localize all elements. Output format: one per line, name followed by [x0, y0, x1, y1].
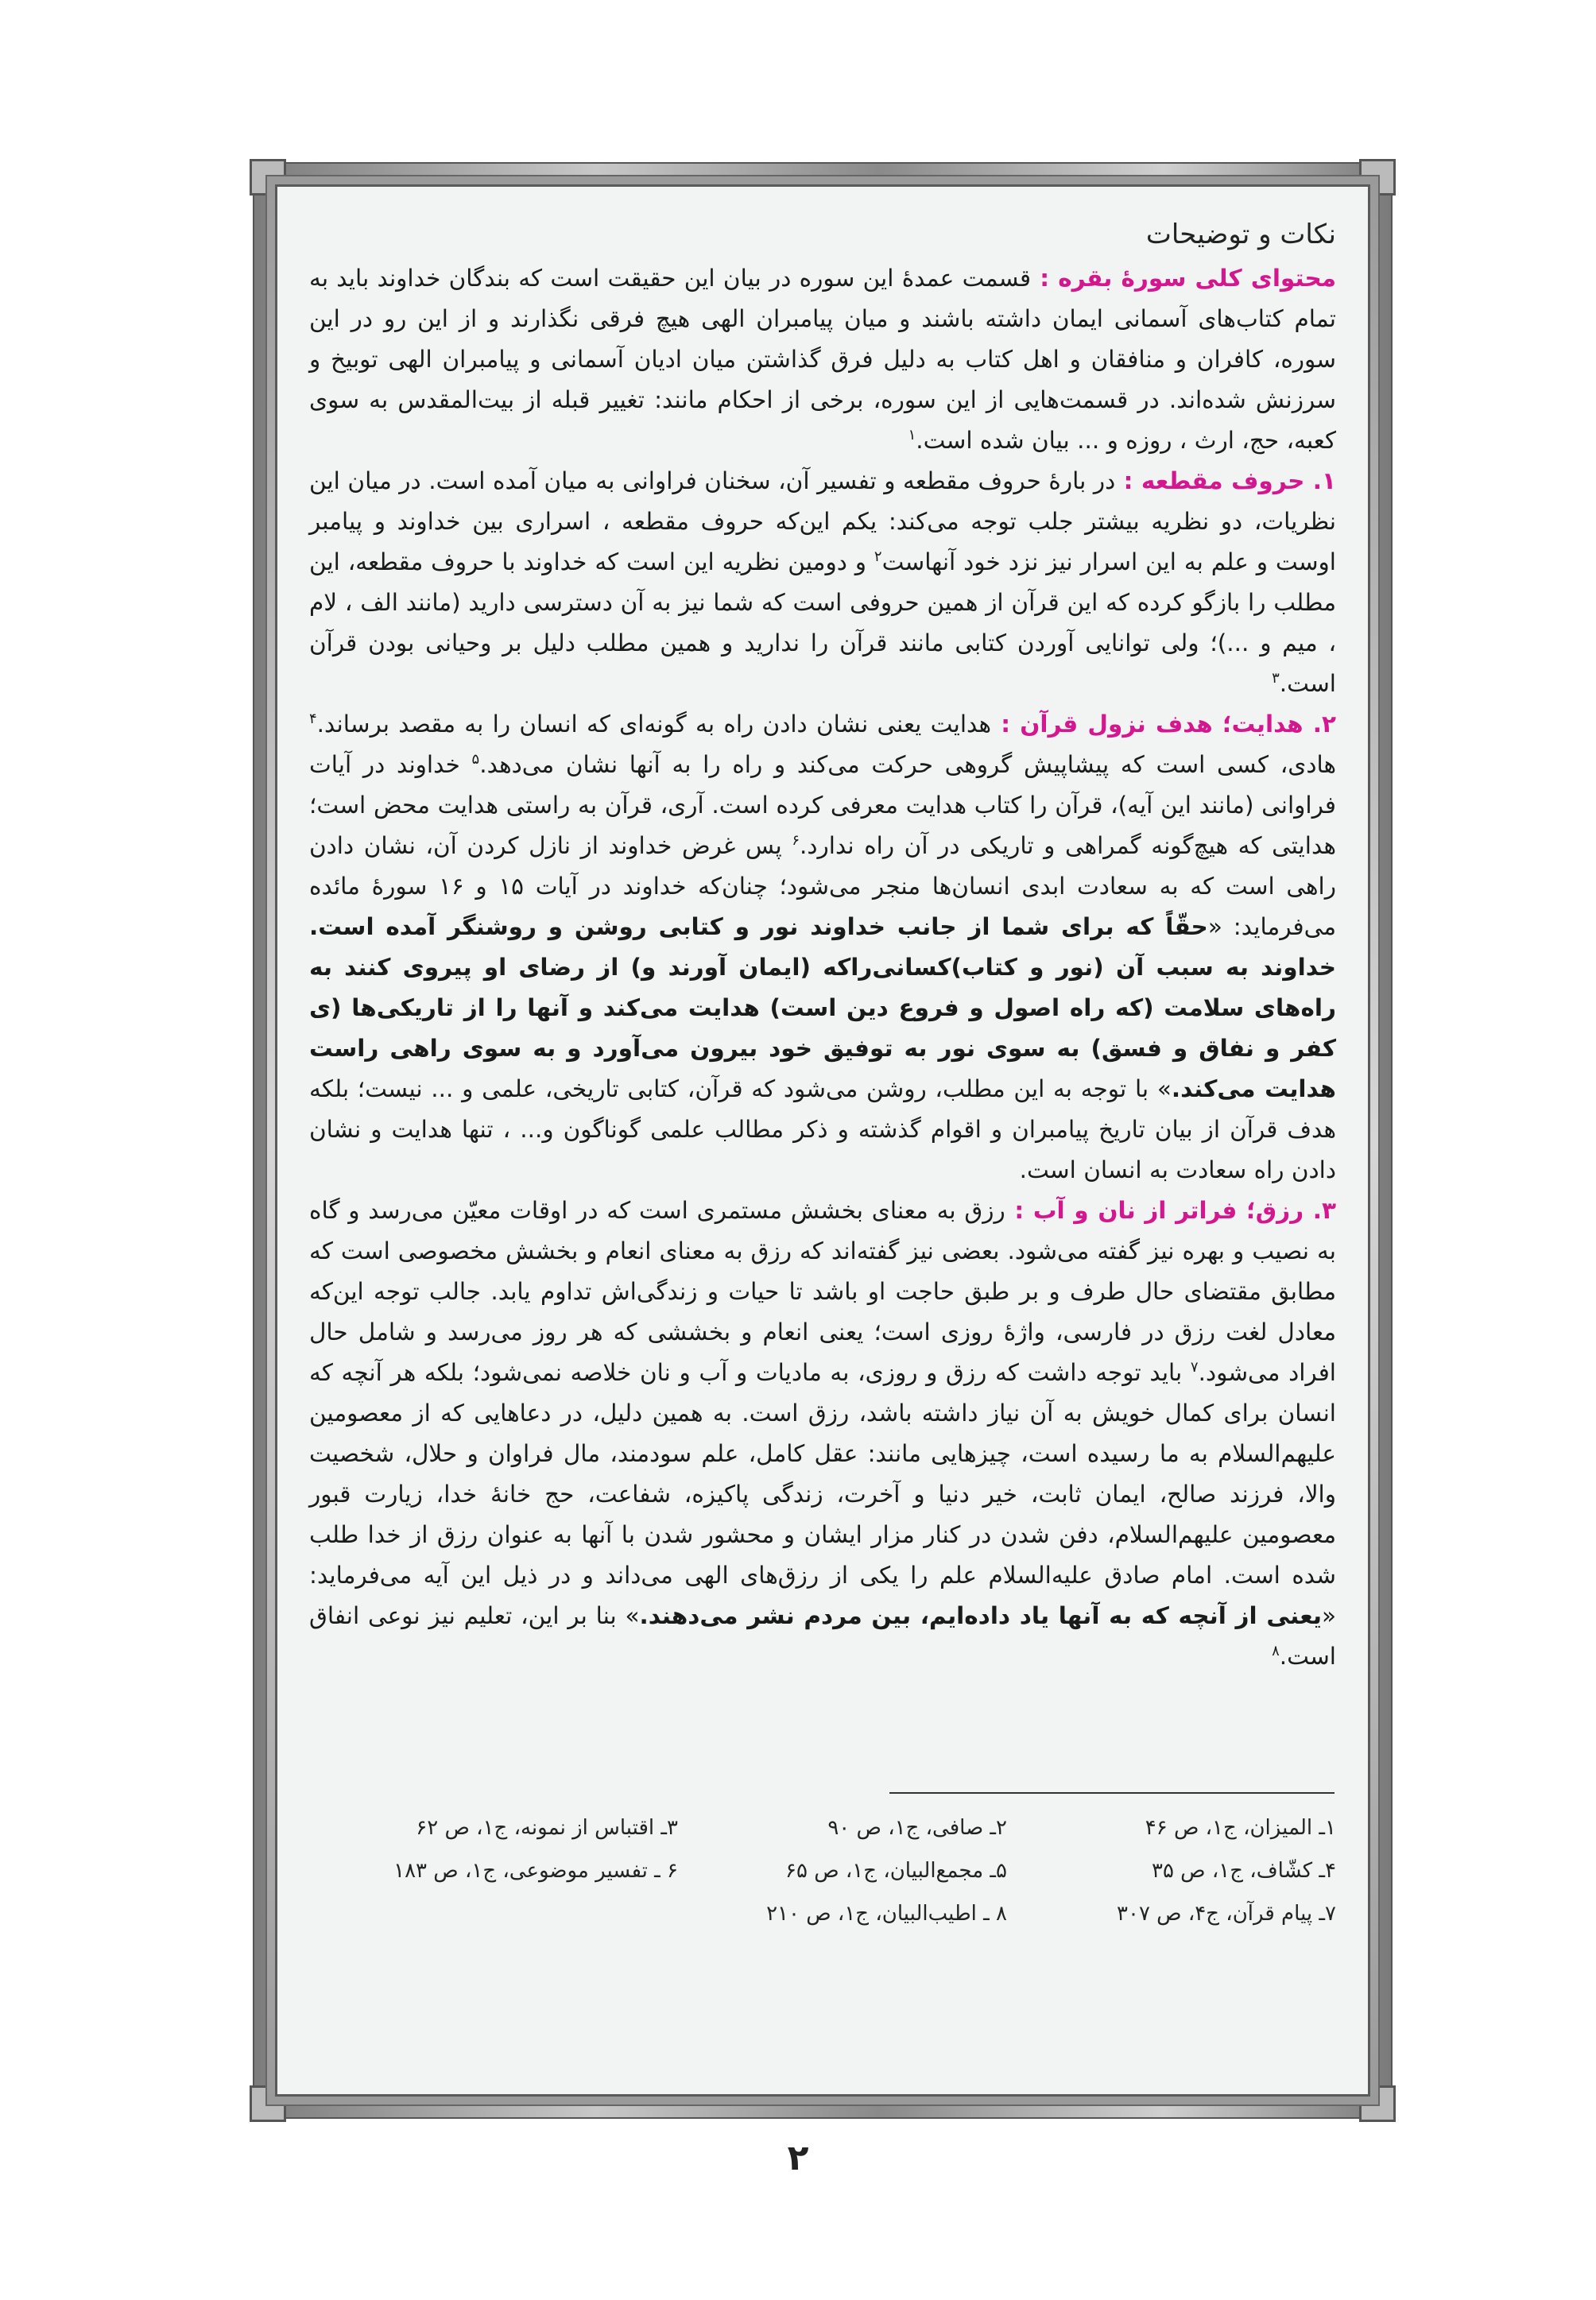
footnote-item: ۸ ـ اطیب‌البیان، ج۱، ص ۲۱۰ — [766, 1902, 1007, 1926]
paragraph-text: خداوند در آیات فراوانی (مانند این آیه)، قرآن را کتاب هدایت معرفی کرده است. آری، قرآن به راستی هدایت محض است؛ هدایتی که هیچ‌گونه گمراهی و تاریکی در آن راه ندارد. — [309, 751, 1337, 859]
paragraph-text: هدایت یعنی نشان دادن راه به گونه‌ای که انسان را به مقصد برساند. — [316, 711, 992, 738]
paragraph-text: باید توجه داشت که رزق و روزی، به مادیات و آب و نان خلاصه نمی‌شود؛ بلکه هر آنچه که انسان برای کمال خویش به آن نیاز داشته باشد، رزق است. به همین دلیل، در دعاهایی که از معصومین علیهم‌السلام به ما رسیده است، چیزهایی مانند: عقل کامل، علم سودمند، مال فراوان و حلال، شخصیت والا، فرزند صالح، ایمان ثابت، خیر دنیا و آخرت، زندگی پاکیزه، شفاعت، حج خانهٔ خدا، زیارت قبور معصومین علیهم‌السلام، دفن شدن در کنار مزار ایشان و محشور شدن با آنها به عنوان رزق از خدا طلب شده است. امام صادق علیه‌السلام علم را یکی از رزق‌های الهی می‌داند و در ذیل این آیه می‌فرماید: « — [309, 1359, 1337, 1629]
footnote-item: ۷ـ پیام قرآن، ج۴، ص ۳۰۷ — [1117, 1902, 1336, 1926]
paragraph-muqattaat — [309, 461, 1336, 704]
footnote-item: ۱ـ المیزان، ج۱، ص ۴۶ — [1145, 1816, 1336, 1840]
footnote-divider — [889, 1792, 1335, 1794]
paragraph-text: پس غرض خداوند از نازل کردن آن، نشان دادن راهی است که به سعادت ابدی انسان‌ها منجر می‌شود؛ چنان‌که خداوند در آیات ۱۵ و ۱۶ سورهٔ مائده می‌فرماید: « — [309, 832, 1337, 940]
paragraph-text: قسمت عمدهٔ این سوره در بیان این حقیقت است که بندگان خداوند باید به تمام کتاب‌های آسمانی ایمان داشته باشند و میان پیامبران الهی هیچ فرقی نگذارند و از این رو در این سوره، کافران و منافقان و اهل کتاب به دلیل فرق گذاشتن میان ادیان آسمانی و پیامبران الهی توبیخ و سرزنش شده‌اند. در قسمت‌هایی از این سوره، برخی از احکام مانند: تغییر قبله از بیت‌المقدس به سوی کعبه، حج، ارث ، روزه و ... بیان شده است. — [309, 265, 1336, 454]
page-number: ۲ — [787, 2138, 809, 2178]
paragraph-text: و دومین نظریه این است که خداوند با حروف مقطعه، این مطلب را بازگو کرده که این قرآن از همین حروفی است که شما نیز به آن دسترسی دارید (مانند الف ، لام ، میم و ...)؛ ولی توانایی آوردن کتابی مانند قرآن را ندارید و همین مطلب دلیل بر وحیانی بودن قرآن است. — [309, 548, 1336, 697]
section-heading: ۲. هدایت؛ هدف نزول قرآن : — [991, 711, 1336, 738]
footnote-item: ۲ـ صافی، ج۱، ص ۹۰ — [827, 1816, 1007, 1840]
paragraph-rizq — [309, 1191, 1336, 1677]
footnote-ref[interactable]: ۶ — [792, 832, 800, 850]
footnotes — [349, 1812, 1336, 1930]
page-title: نکات و توضیحات — [1145, 219, 1336, 250]
section-heading: ۱. حروف مقطعه : — [1115, 467, 1336, 494]
page-frame — [253, 162, 1393, 2119]
paragraph-text: » بنا بر این، تعلیم نیز نوعی انفاق است. — [309, 1602, 1336, 1670]
footnote-ref[interactable]: ۱ — [908, 427, 916, 444]
section-heading: محتوای کلی سورهٔ بقره : — [1031, 265, 1336, 292]
footnote-item: ۶ ـ تفسیر موضوعی، ج۱، ص ۱۸۳ — [393, 1859, 678, 1883]
footnote-ref[interactable]: ۴ — [309, 711, 317, 728]
paragraph-text: هادی، کسی است که پیشاپیش گروهی حرکت می‌کند و راه را به آنها نشان می‌دهد. — [479, 751, 1336, 778]
paragraph-guidance — [309, 704, 1336, 1191]
verse-quote: حقّاً که برای شما از جانب خداوند نور و کتابی روشن و روشنگر آمده است. خداوند به سبب آن (نور و کتاب)کسانی‌راکه (ایمان آورند و) از رضای او پیروی کنند به راه‌های سلامت (که راه اصول و فروع دین است) هدایت می‌کند و آنها را از تاریکی‌ها (ی کفر و نفاق و فسق) به سوی نور به توفیق خود بیرون می‌آورد و به سوی راهی راست هدایت می‌کند. — [309, 913, 1336, 1102]
section-heading: ۳. رزق؛ فراتر از نان و آب : — [1005, 1197, 1336, 1224]
footnote-ref[interactable]: ۷ — [1190, 1359, 1199, 1377]
paragraph-surah-overview — [309, 258, 1336, 461]
frame-border — [265, 175, 1380, 2106]
footnote-item: ۴ـ کشّاف، ج۱، ص ۳۵ — [1151, 1859, 1336, 1883]
footnote-ref[interactable]: ۸ — [1272, 1643, 1280, 1660]
paragraph-text: » با توجه به این مطلب، روشن می‌شود که قرآن، کتابی تاریخی، علمی و ... نیست؛ بلکه هدف قرآن از بیان تاریخ پیامبران و اقوام گذشته و ذکر مطالب علمی گوناگون و... ، تنها هدایت و نشان دادن راه سعادت به انسان است. — [309, 1075, 1336, 1183]
content-panel — [275, 184, 1370, 2097]
footnote-ref[interactable]: ۵ — [471, 751, 480, 769]
paragraph-text: در بارهٔ حروف مقطعه و تفسیر آن، سخنان فراوانی به میان آمده است. در میان این نظریات، دو نظریه بیشتر جلب توجه می‌کند: یکم این‌که حروف مقطعه ، اسراری بین خداوند و پیامبر اوست و علم به این اسرار نیز نزد خود آنهاست — [309, 467, 1336, 575]
paragraph-text: رزق به معنای بخشش مستمری است که در اوقات معیّن می‌رسد و گاه به نصیب و بهره نیز گفته می‌شود. بعضی نیز گفته‌اند که رزق به معنای انعام و بخشش مخصوصی است که مطابق مقتضای حال طرف و بر طبق حاجت او باشد تا حیات و زندگی‌اش تداوم یابد. جالب توجه این‌که معادل لغت رزق در فارسی، واژهٔ روزی است؛ یعنی انعام و بخششی که هر روز می‌رسد و شامل حال افراد می‌شود. — [309, 1197, 1336, 1386]
footnote-ref[interactable]: ۳ — [1272, 670, 1280, 687]
content-body — [309, 215, 1336, 2046]
footnote-item: ۳ـ اقتباس از نمونه، ج۱، ص ۶۲ — [416, 1816, 678, 1840]
hadith-quote: یعنی از آنچه که به آنها یاد داده‌ایم، بین مردم نشر می‌دهند. — [639, 1602, 1322, 1629]
footnote-ref[interactable]: ۲ — [874, 548, 882, 566]
footnote-item: ۵ـ مجمع‌البیان، ج۱، ص ۶۵ — [785, 1859, 1007, 1883]
